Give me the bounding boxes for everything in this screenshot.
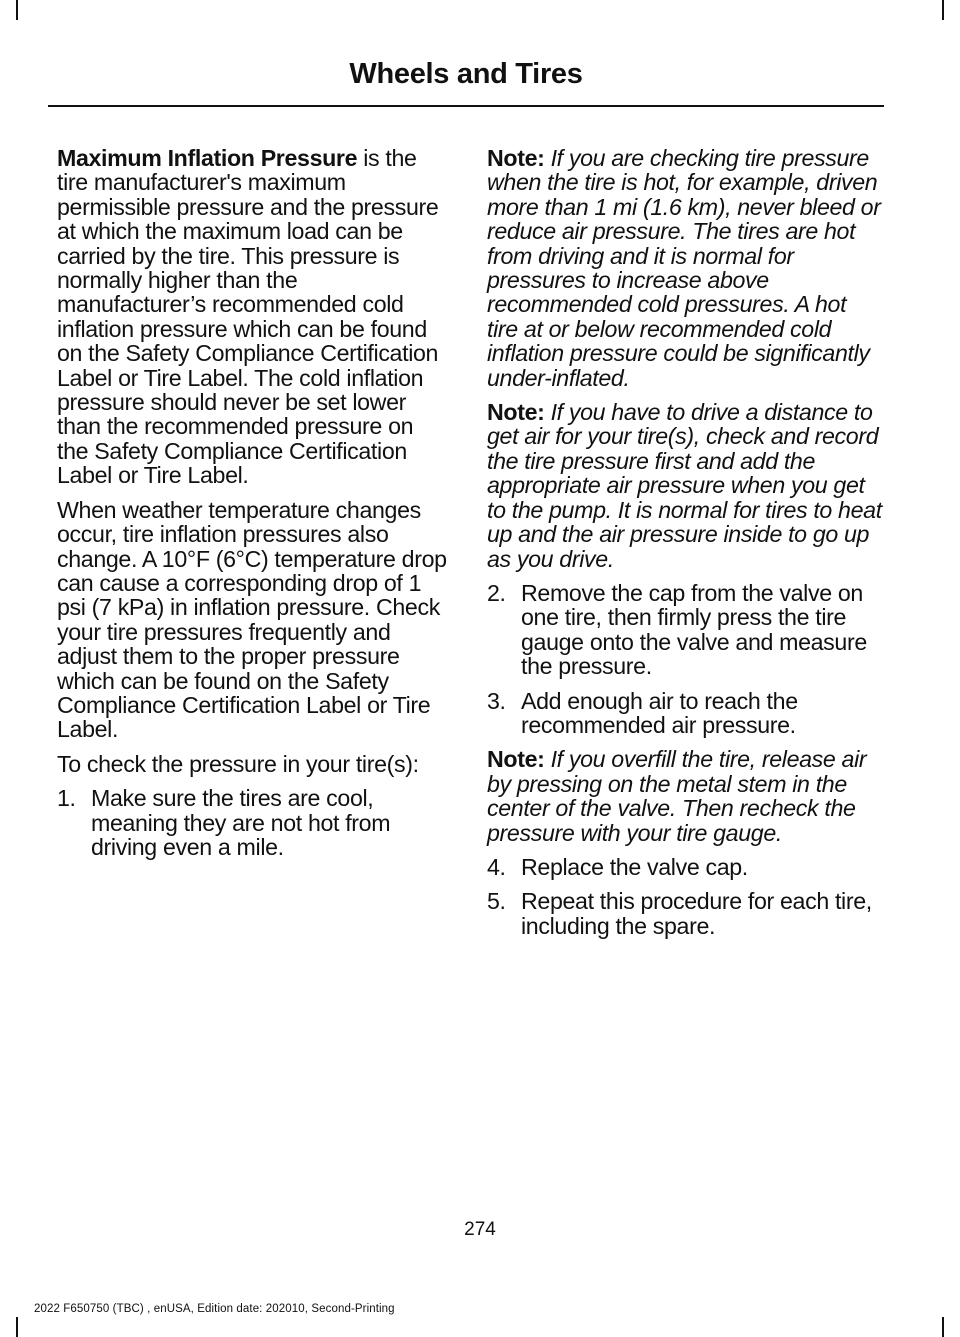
header-divider [48, 105, 884, 107]
note-text: If you are checking tire pressure when the tire is hot, for example, driven more than 1 mi (1.6 km), never bleed or reduce air pressure. The tires are hot from driving and it is normal for pressures to increase above recommended cold pressures. A hot tire at or below recommended cold inflation pressure could be significantly under-inflated. [487, 145, 881, 391]
step-text: Repeat this procedure for each tire, including the spare. [521, 888, 872, 939]
note-label: Note: [487, 145, 545, 171]
edition-info: 2022 F650750 (TBC) , enUSA, Edition date: 202010, Second-Printing [34, 1303, 395, 1315]
step-text: Add enough air to reach the recommended air pressure. [521, 687, 798, 738]
note-text: If you have to drive a distance to get air for your tire(s), check and record the tire pressure first and add the appropriate air pressure when you get to the pump. It is normal for tires to heat up and the air pressure inside to go up as you drive. [487, 399, 882, 572]
list-item [487, 889, 883, 938]
step-number: 1. [57, 785, 76, 812]
list-item [487, 581, 883, 679]
right-column [487, 146, 883, 948]
step-number: 5. [487, 888, 506, 915]
list-item [57, 786, 449, 859]
list-item [487, 689, 883, 738]
step-text: Replace the valve cap. [521, 853, 748, 880]
note-drive-distance [487, 400, 883, 571]
list-item [487, 855, 883, 879]
note-label: Note: [487, 399, 545, 426]
step-text: Remove the cap from the valve on one tire, then firmly press the tire gauge onto the valve and measure the pressure. [521, 579, 867, 680]
page-title: Wheels and Tires [349, 58, 583, 90]
page-number: 274 [464, 1219, 496, 1240]
crop-mark-top-right [942, 0, 944, 20]
note-text: If you overfill the tire, release air by pressing on the metal stem in the center of the valve. Then recheck the pressure with your tire gauge. [487, 746, 867, 846]
crop-mark-bottom-left [16, 1317, 18, 1337]
crop-mark-bottom-right [942, 1317, 944, 1337]
note-overfill [487, 747, 883, 845]
crop-mark-top-left [16, 0, 18, 20]
note-hot-tire [487, 146, 883, 390]
max-inflation-term: Maximum Inflation Pressure [57, 145, 358, 171]
step-number: 2. [487, 579, 506, 606]
left-column [57, 146, 449, 869]
step-number: 4. [487, 853, 506, 880]
step-number: 3. [487, 687, 506, 714]
max-inflation-paragraph [57, 146, 449, 488]
check-pressure-intro: To check the pressure in your tire(s): [57, 750, 419, 777]
temperature-paragraph: When weather temperature changes occur, tire inflation pressures also change. A 10°F (6°C) temperature drop can cause a corresponding drop of 1 psi (7 kPa) in inflation pressure. Check your tire pressures frequently and adjust them to the proper pressure which can be found on the Safety Compliance Certification Label or Tire Label. [57, 496, 447, 743]
step-text: Make sure the tires are cool, meaning they are not hot from driving even a mile. [91, 785, 391, 860]
max-inflation-text: is the tire manufacturer's maximum permissible pressure and the pressure at which the maximum load can be carried by the tire. This pressure is normally higher than the manufacturer’s recommended cold inflation pressure which can be found on the Safety Compliance Certification Label or Tire Label. The cold inflation pressure should never be set lower than the recommended pressure on the Safety Compliance Certification Label or Tire Label. [57, 145, 439, 489]
note-label: Note: [487, 746, 545, 773]
